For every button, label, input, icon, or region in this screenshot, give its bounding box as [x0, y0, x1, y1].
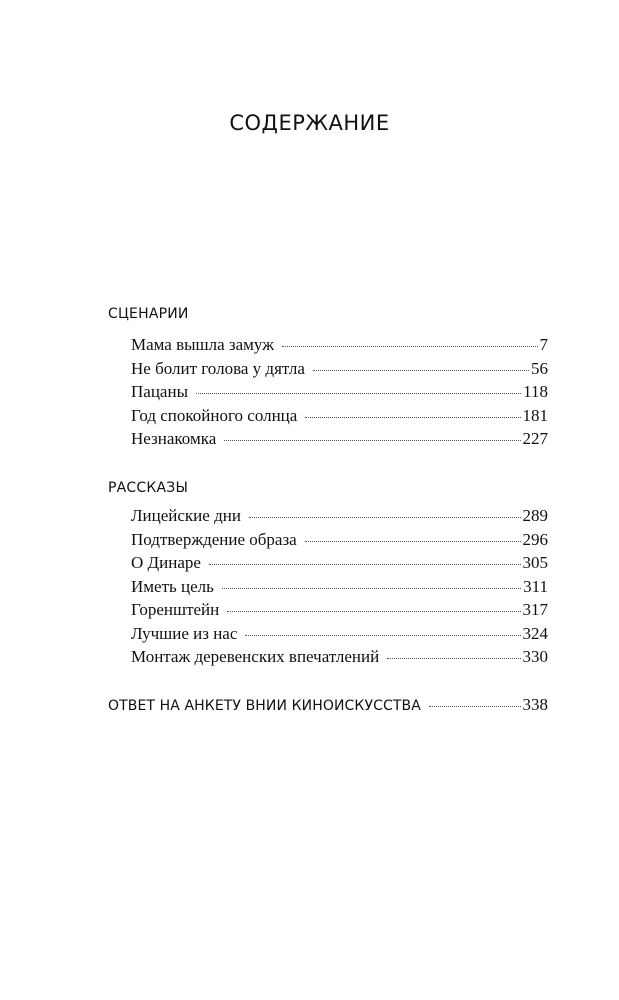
toc-entry-page: 305	[522, 553, 548, 572]
toc-entry-title: Подтверждение образа	[131, 529, 297, 549]
dot-leader	[313, 370, 529, 371]
toc-entry-page: 317	[522, 600, 548, 619]
dot-leader	[222, 588, 521, 589]
dot-leader	[227, 611, 520, 612]
section-heading-stories: РАССКАЗЫ	[108, 480, 189, 496]
toc-entry	[131, 406, 548, 430]
toc-entry-page: 227	[522, 429, 548, 448]
toc-entry	[131, 553, 548, 577]
dot-leader	[282, 346, 538, 347]
toc-entry-title: Лицейские дни	[131, 506, 241, 525]
dot-leader	[209, 564, 521, 565]
toc-entry-page: 7	[539, 335, 548, 354]
toc-entry	[131, 506, 548, 530]
toc-entry-page: 311	[523, 576, 548, 596]
toc-entry-page: 118	[523, 382, 548, 401]
toc-entry	[131, 382, 548, 406]
toc-list-stories	[131, 506, 548, 671]
toc-entry	[131, 577, 548, 601]
dot-leader	[196, 393, 521, 394]
toc-entry-final	[108, 695, 548, 715]
toc-list-scenarios	[131, 335, 548, 453]
toc-entry	[131, 647, 548, 671]
dot-leader	[387, 658, 520, 659]
section-heading-scenarios: СЦЕНАРИИ	[108, 306, 189, 322]
dot-leader	[429, 706, 521, 707]
toc-entry-title: Монтаж деревенских впечатлений	[131, 647, 380, 666]
dot-leader	[249, 517, 521, 518]
toc-entry-title: Иметь цель	[131, 576, 214, 596]
toc-entry	[131, 429, 548, 453]
dot-leader	[245, 635, 520, 636]
toc-entry-page: 181	[522, 405, 548, 425]
toc-entry-final-page: 338	[522, 695, 548, 714]
toc-entry-page: 330	[522, 647, 548, 666]
page-title: СОДЕРЖАНИЕ	[229, 111, 390, 135]
dot-leader	[224, 440, 520, 441]
toc-entry	[131, 600, 548, 624]
toc-entry-final-title: ОТВЕТ НА АНКЕТУ ВНИИ КИНОИСКУССТВА	[108, 698, 421, 714]
toc-entry-title: Не болит голова у дятла	[131, 358, 305, 378]
toc-entry-title: Горенштейн	[131, 600, 220, 619]
toc-entry-page: 296	[522, 529, 548, 549]
toc-entry-page: 289	[522, 506, 548, 525]
toc-entry-title: Незнакомка	[131, 429, 217, 448]
toc-entry-page: 324	[522, 623, 548, 643]
toc-entry	[131, 624, 548, 648]
toc-entry-page: 56	[531, 358, 548, 378]
toc-entry-title: Мама вышла замуж	[131, 335, 274, 354]
toc-entry-title: Лучшие из нас	[131, 623, 238, 643]
toc-entry	[131, 359, 548, 383]
dot-leader	[305, 417, 520, 418]
toc-entry-title: Год спокойного солнца	[131, 405, 298, 425]
toc-entry-title: Пацаны	[131, 382, 188, 401]
toc-entry-title: О Динаре	[131, 553, 201, 572]
toc-entry	[131, 530, 548, 554]
toc-entry	[131, 335, 548, 359]
dot-leader	[305, 541, 521, 542]
